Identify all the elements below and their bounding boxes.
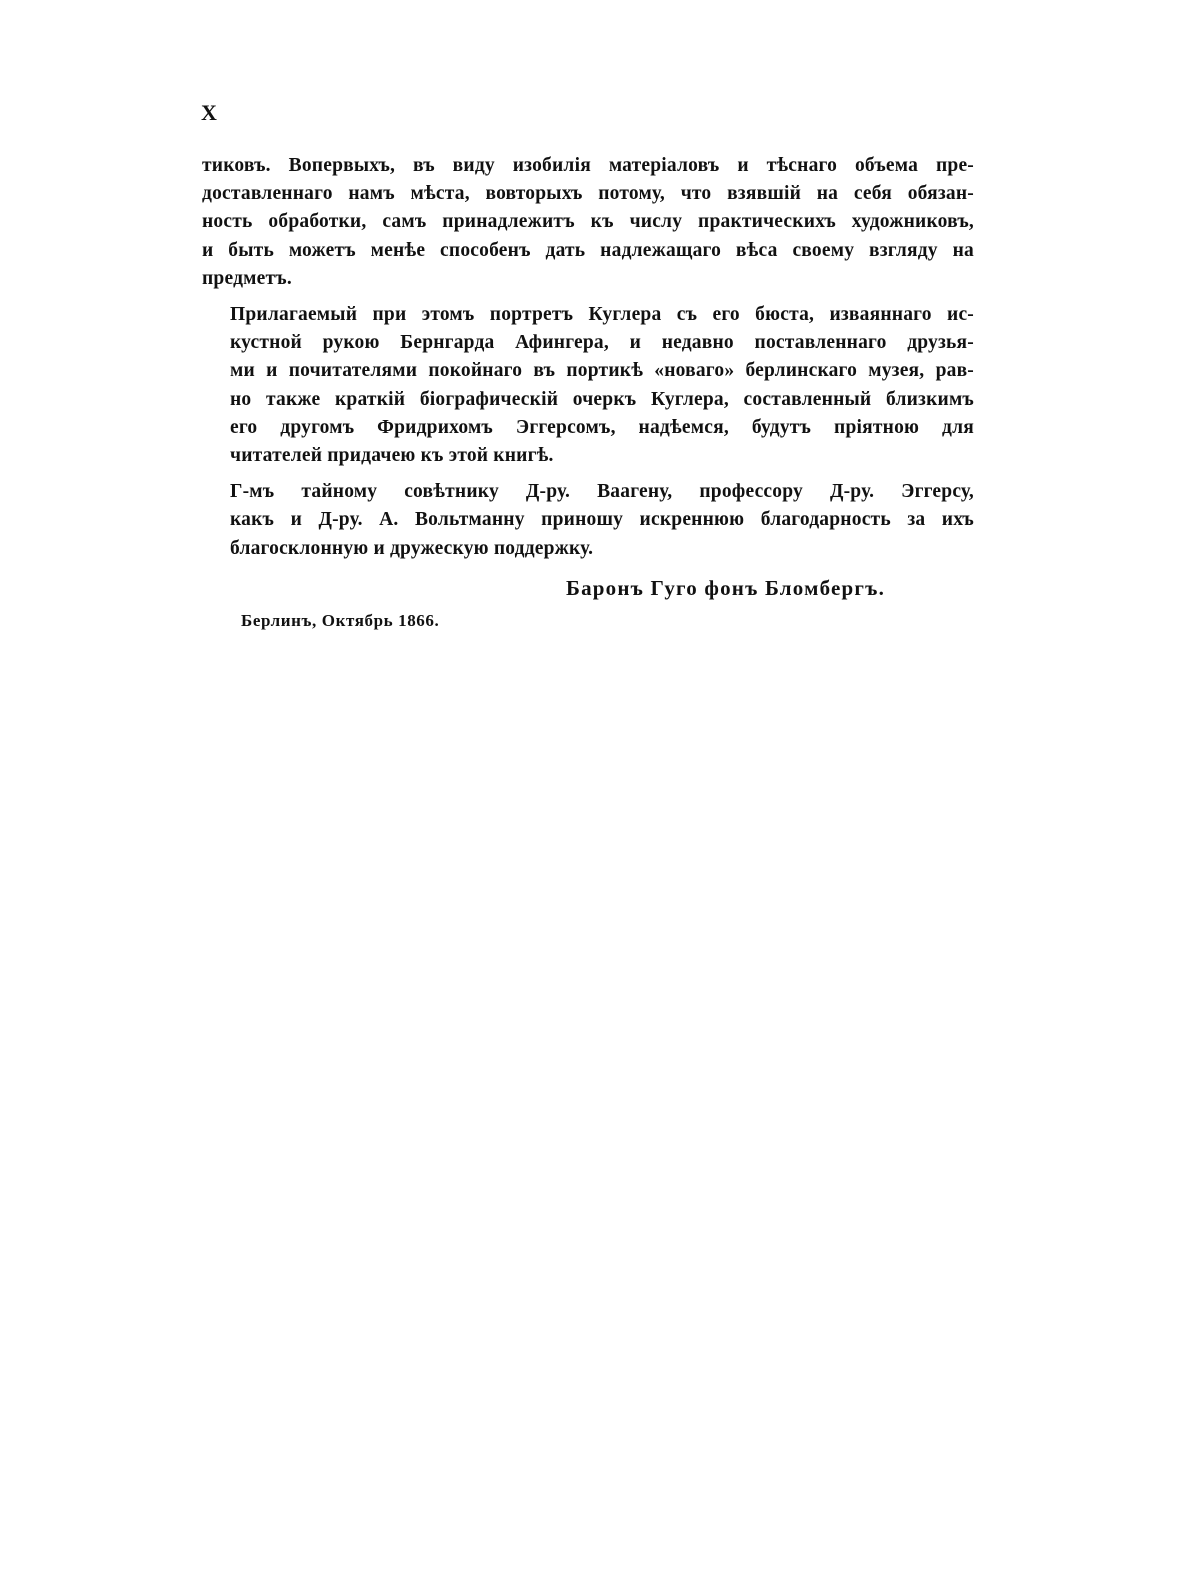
text-line: читателей придачею къ этой книгѣ. [230,445,554,467]
text-line: кустной рукою Бернгарда Афингера, и недавно поставленнаго друзья- [230,332,974,354]
text-line: но также краткій біографическій очеркъ Куглера, составленный близкимъ [230,388,974,410]
place-date-line: Берлинъ, Октябрь 1866. [241,611,440,630]
page-number: X [201,100,217,125]
author-signature: Баронъ Гуго фонъ Бломбергъ. [566,576,886,600]
text-line: благосклонную и дружескую поддержку. [230,537,594,559]
text-line: тиковъ. Вопервыхъ, въ виду изобилія матеріаловъ и тѣснаго объема пре- [202,155,974,176]
text-line: и быть можетъ менѣе способенъ дать надлежащаго вѣса своему взгляду на [202,239,974,261]
text-line: его другомъ Фридрихомъ Эггерсомъ, надѣемся, будутъ пріятною для [230,416,974,438]
body-text [202,152,974,571]
text-line: ми и почитателями покойнаго въ портикѣ «новаго» берлинскаго музея, рав- [230,360,974,382]
text-line: предметъ. [202,267,292,289]
text-line: Прилагаемый при этомъ портретъ Куглера съ его бюста, изваяннаго ис- [230,304,974,326]
text-line: какъ и Д-ру. А. Вольтманну приношу искреннюю благодарность за ихъ [230,509,974,531]
paragraph-2 [202,301,974,470]
paragraph-1 [202,152,974,293]
text-line: доставленнаго намъ мѣста, вовторыхъ потому, что взявшій на себя обязан- [202,183,974,205]
text-line: Г-мъ тайному совѣтнику Д-ру. Ваагену, профессору Д-ру. Эггерсу, [230,481,974,503]
text-line: ность обработки, самъ принадлежитъ къ числу практическихъ художниковъ, [202,211,974,233]
paragraph-3 [202,478,974,563]
